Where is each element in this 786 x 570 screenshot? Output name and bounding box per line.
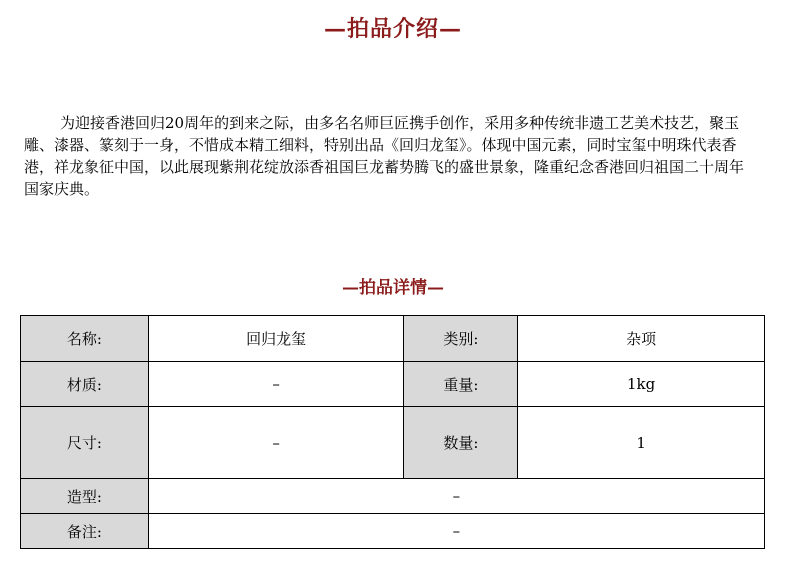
table-row (21, 316, 765, 362)
category-label: 类别: (404, 316, 518, 362)
material-value: – (148, 362, 404, 407)
table-row (21, 407, 765, 479)
name-value: 回归龙玺 (148, 316, 404, 362)
remark-value: – (148, 514, 764, 549)
intro-text: 为迎接香港回归20周年的到来之际，由多名名师巨匠携手创作，采用多种传统非遗工艺美术技艺，聚玉雕、漆器、篆刻于一身，不惜成本精工细料，特别出品《回归龙玺》。体现中国元素，同时宝玺中明珠代表香港，祥龙象征中国，以此展现紫荆花绽放添香祖国巨龙蓄势腾飞的盛世景象，隆重纪念香港回归祖国二十周年国家庆典。 (24, 114, 745, 198)
shape-value: – (148, 479, 764, 514)
intro-title: —拍品介绍— (323, 16, 462, 42)
quantity-value: 1 (518, 407, 765, 479)
weight-value: 1kg (518, 362, 765, 407)
details-title: —拍品详情— (342, 278, 444, 298)
table-row (21, 479, 765, 514)
weight-label: 重量: (404, 362, 518, 407)
shape-label: 造型: (21, 479, 149, 514)
size-label: 尺寸: (21, 407, 149, 479)
size-value: – (148, 407, 404, 479)
quantity-label: 数量: (404, 407, 518, 479)
table-row (21, 362, 765, 407)
name-label: 名称: (21, 316, 149, 362)
table-row (21, 514, 765, 549)
remark-label: 备注: (21, 514, 149, 549)
details-table (20, 315, 765, 549)
material-label: 材质: (21, 362, 149, 407)
category-value: 杂项 (518, 316, 765, 362)
